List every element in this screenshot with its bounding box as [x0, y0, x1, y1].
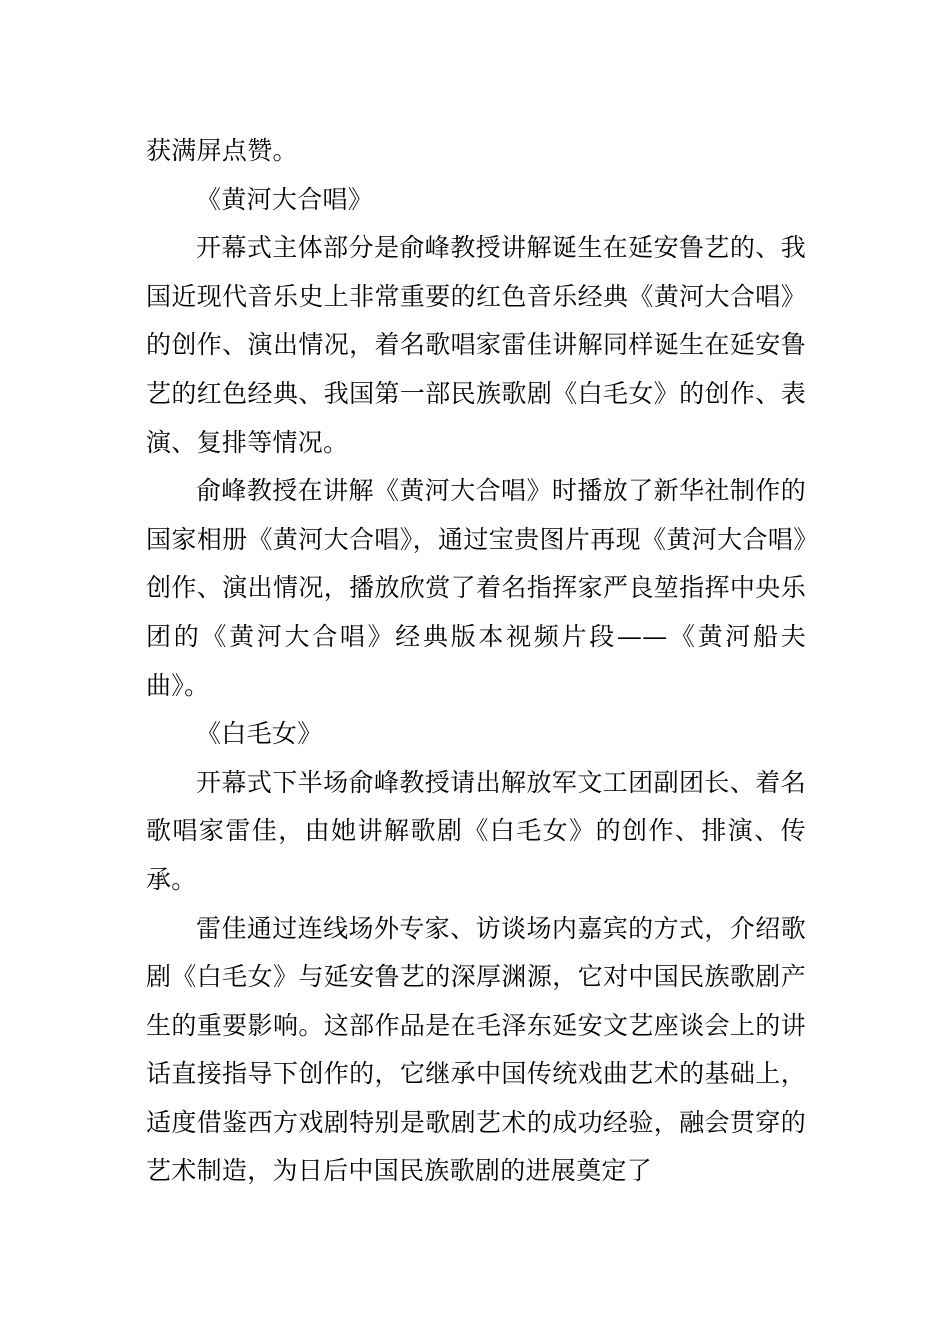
section-heading-white-haired-girl: 《白毛女》 [196, 719, 323, 749]
section-heading-yellow-river: 《黄河大合唱》 [196, 184, 374, 214]
document-page [146, 127, 806, 1196]
paragraph-body: 开幕式下半场俞峰教授请出解放军文工团副团长、着名歌唱家雷佳，由她讲解歌剧《白毛女》的创作、排演、传承。 [146, 767, 806, 894]
paragraph-body: 雷佳通过连线场外专家、访谈场内嘉宾的方式，介绍歌剧《白毛女》与延安鲁艺的深厚渊源，它对中国民族歌剧产生的重要影响。这部作品是在毛泽东延安文艺座谈会上的讲话直接指导下创作的，它继承中国传统戏曲艺术的基础上，适度借鉴西方戏剧特别是歌剧艺术的成功经验，融会贯穿的艺术制造，为日后中国民族歌剧的进展奠定了 [146, 913, 806, 1186]
paragraph-continuation: 获满屏点赞。 [146, 136, 298, 165]
paragraph-body: 俞峰教授在讲解《黄河大合唱》时播放了新华社制作的国家相册《黄河大合唱》，通过宝贵图片再现《黄河大合唱》创作、演出情况，播放欣赏了着名指挥家严良堃指挥中央乐团的《黄河大合唱》经典版本视频片段——《黄河船夫曲》。 [146, 476, 806, 700]
paragraph-body: 开幕式主体部分是俞峰教授讲解诞生在延安鲁艺的、我国近现代音乐史上非常重要的红色音乐经典《黄河大合唱》的创作、演出情况，着名歌唱家雷佳讲解同样诞生在延安鲁艺的红色经典、我国第一部民族歌剧《白毛女》的创作、表演、复排等情况。 [146, 233, 806, 457]
